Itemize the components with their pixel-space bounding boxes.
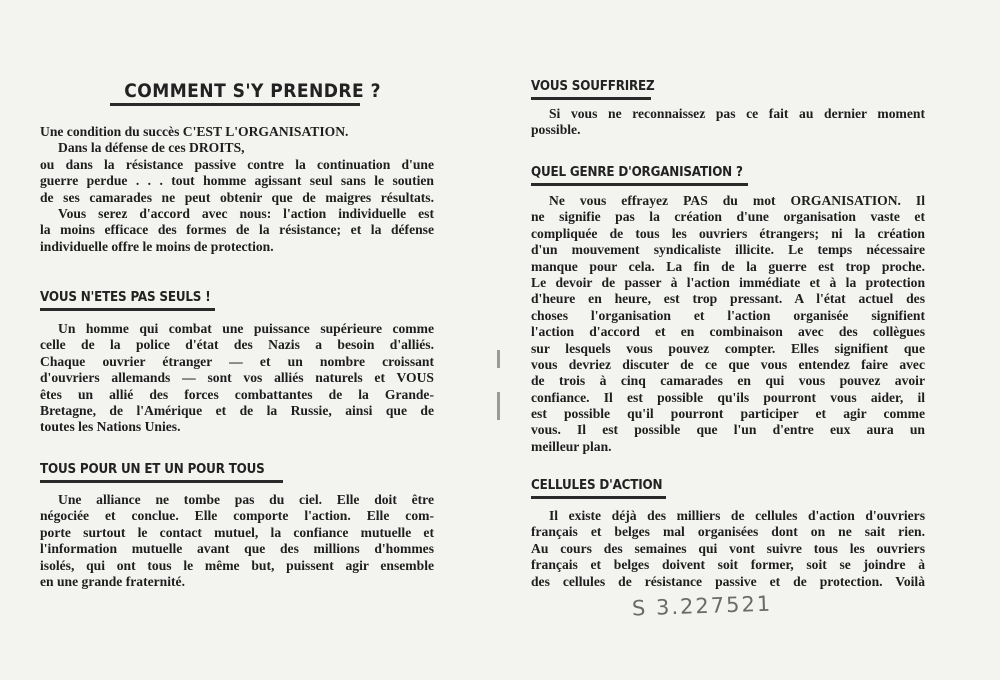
text-line: Un homme qui combat une puissance supérieure comme: [58, 321, 434, 336]
stamp-mark: [497, 350, 500, 368]
text-line: vous devriez discuter de ce que vous entendez faire avec: [531, 356, 925, 372]
section-heading: TOUS POUR UN ET UN POUR TOUS: [40, 462, 265, 477]
text-line: porte surtout le contact mutuel, la confiance mutuelle et: [40, 524, 434, 540]
text-line: guerre perdue . . . tout homme agissant seul sans le soutien: [40, 173, 434, 189]
text-line: Bretagne, de l'Amérique et de la Russie, ainsi que de: [40, 402, 434, 418]
text-line: Une alliance ne tombe pas du ciel. Elle doit être: [58, 492, 434, 507]
text-line: d'un mouvement syndicaliste illicite. Le temps nécessaire: [531, 242, 925, 258]
main-title-text: COMMENT S'Y PRENDRE ?: [124, 80, 381, 102]
text-line: celle de la police d'état des Nazis a besoin d'alliés.: [40, 337, 434, 353]
text-line: la moins efficace des formes de la résistance; et la défense: [40, 222, 434, 238]
right-column: [531, 0, 925, 680]
text-line: l'information mutuelle avant que des millions d'hommes: [40, 541, 434, 557]
text-line: Vous serez d'accord avec nous: l'action individuelle est: [58, 205, 434, 221]
text-line: isolés, qui ont tous le même but, puissent agir ensemble: [40, 557, 434, 573]
text-line: l'action d'accord et en combinaison avec des collègues: [531, 324, 925, 340]
text-line: choses l'organisation et l'action organisée signifient: [531, 307, 925, 323]
text-line: Au cours des semaines qui vont suivre tous les ouvriers: [531, 540, 925, 556]
text-line: Si vous ne reconnaissez pas ce fait au dernier moment: [549, 106, 925, 121]
text-line: Ne vous effrayez PAS du mot ORGANISATION. Il: [549, 193, 925, 208]
heading-underline: [40, 308, 215, 311]
text-line: individuelle offre le moins de protection.: [40, 238, 274, 254]
text-line: des cellules de résistance passive et de protection. Voilà: [531, 573, 925, 589]
text-line: est possible qu'il pourront participer et agir comme: [531, 406, 925, 422]
text-line: négociée et conclue. Elle comporte l'action. Elle com-: [40, 508, 434, 524]
section-heading: VOUS N'ETES PAS SEULS !: [40, 290, 211, 305]
text-line: de trois à cinq camarades en qui vous pouvez avoir: [531, 373, 925, 389]
handwritten-reference-number: S 3.227521: [631, 591, 773, 621]
heading-underline: [531, 496, 666, 499]
intro-paragraph: [40, 124, 434, 255]
text-line: possible.: [531, 122, 581, 138]
heading-underline: [40, 480, 283, 483]
text-line: Il existe déjà des milliers de cellules d'action d'ouvriers: [549, 508, 925, 523]
section-heading: CELLULES D'ACTION: [531, 478, 663, 493]
text-line: êtes un allié des forces combattantes de la Grande-: [40, 386, 434, 402]
text-line: compliquée de tous les ouvriers étrangers; ni la création: [531, 225, 925, 241]
text-line: en une grande fraternité.: [40, 573, 185, 589]
left-column: [40, 0, 434, 680]
heading-underline: [531, 183, 748, 186]
section-vous-netes-pas-seuls: [40, 288, 434, 436]
text-line: Chaque ouvrier étranger — et un nombre croissant: [40, 353, 434, 369]
section-cellules-daction: [531, 476, 925, 590]
section-quel-genre: [531, 163, 925, 455]
stamp-mark: [497, 392, 500, 420]
text-line: Le devoir de passer à l'action immédiate et à la protection: [531, 274, 925, 290]
text-line: Une condition du succès C'EST L'ORGANISATION.: [40, 124, 349, 139]
text-line: d'heure en heure, est trop pressant. A l'état actuel des: [531, 291, 925, 307]
section-tous-pour-un: [40, 460, 434, 590]
section-heading: VOUS SOUFFRIREZ: [531, 79, 655, 94]
text-line: sur lesquels vous pouvez compter. Elles signifient que: [531, 340, 925, 356]
text-line: toutes les Nations Unies.: [40, 419, 181, 435]
heading-underline: [531, 97, 651, 100]
text-line: manque pour cela. La fin de la guerre est trop proche.: [531, 258, 925, 274]
text-line: ou dans la résistance passive contre la continuation d'une: [40, 156, 434, 172]
text-line: vous. Il est possible que l'un d'entre eux aura un: [531, 422, 925, 438]
text-line: français et belges mal organisées dont on ne sait rien.: [531, 524, 925, 540]
section-vous-souffrirez: [531, 77, 925, 139]
text-line: de ses camarades ne peut obtenir que de maigres résultats.: [40, 189, 434, 205]
text-line: meilleur plan.: [531, 438, 612, 454]
text-line: confiance. Il est possible qu'ils pourront vous aider, il: [531, 389, 925, 405]
text-line: d'ouvriers allemands — sont vos alliés naturels et VOUS: [40, 370, 434, 386]
text-line: français et belges doivent soit former, soit se joindre à: [531, 557, 925, 573]
section-heading: QUEL GENRE D'ORGANISATION ?: [531, 165, 743, 180]
text-line: Dans la défense de ces DROITS,: [58, 140, 245, 156]
text-line: ne signifie pas la création d'une organisation vaste et: [531, 209, 925, 225]
